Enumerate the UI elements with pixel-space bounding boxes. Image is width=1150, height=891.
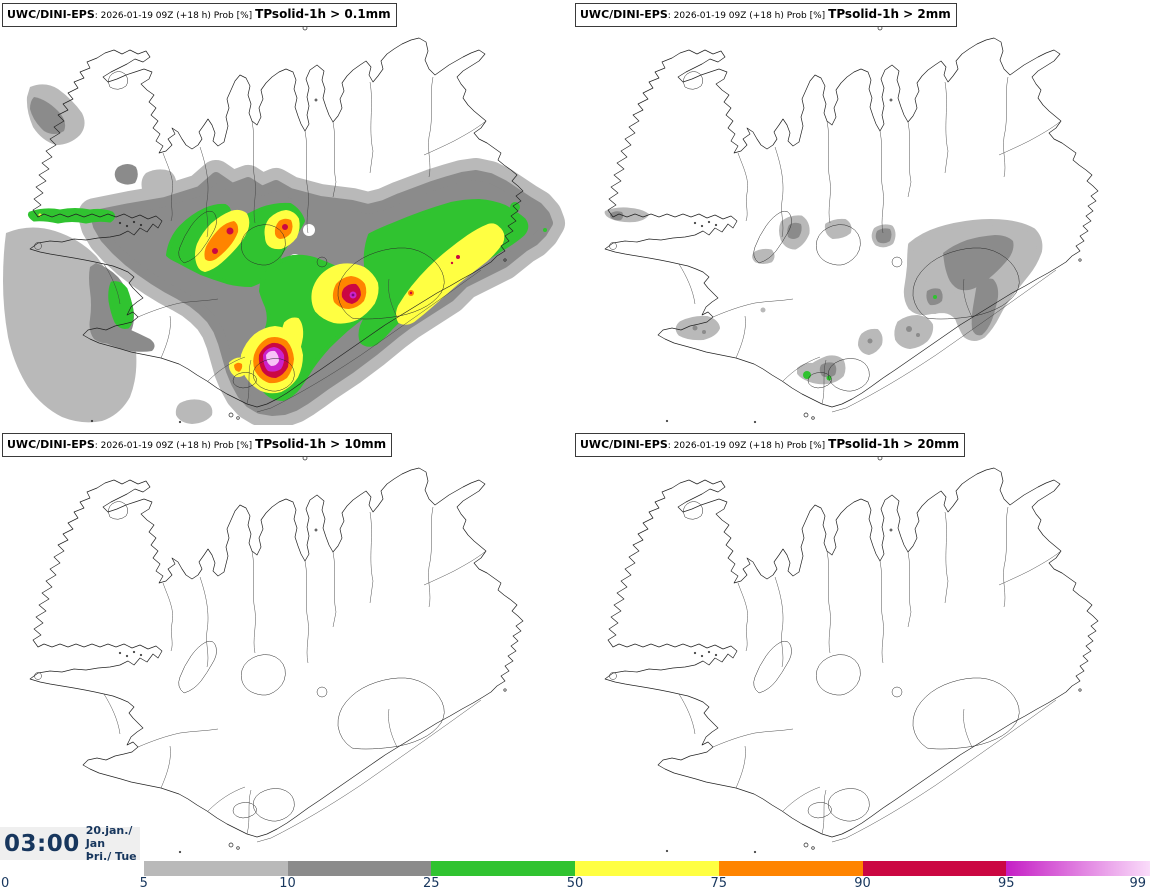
prob-region xyxy=(451,262,453,264)
model-name: UWC/DINI-EPS xyxy=(7,438,95,451)
colorbar-segment xyxy=(1006,861,1150,876)
prob-region xyxy=(868,339,873,344)
threshold-label: TPsolid-1h > 0.1mm xyxy=(255,7,391,21)
prob-region xyxy=(678,318,718,338)
prob-region xyxy=(510,202,520,212)
colorbar-segment xyxy=(575,861,719,876)
colorbar-tick-label: 90 xyxy=(854,876,871,891)
valid-time-box xyxy=(0,824,140,863)
run-details: : 2026-01-19 09Z (+18 h) Prob [%] xyxy=(667,441,826,451)
iceland-map xyxy=(0,455,575,855)
prob-region xyxy=(906,326,912,332)
colorbar-tick-label: 0 xyxy=(1,876,10,891)
prob-region xyxy=(916,333,920,337)
run-details: : 2026-01-19 09Z (+18 h) Prob [%] xyxy=(667,11,826,21)
threshold-label: TPsolid-1h > 10mm xyxy=(255,437,387,451)
prob-region xyxy=(896,317,931,347)
prob-region xyxy=(212,248,218,254)
colorbar-ticks xyxy=(0,876,1150,891)
prob-region xyxy=(303,224,315,236)
colorbar-tick-label: 75 xyxy=(710,876,728,891)
overlay-layer xyxy=(3,84,548,424)
prob-region xyxy=(693,326,698,331)
prob-region xyxy=(456,255,460,259)
panel-prob-0.1mm xyxy=(0,0,575,430)
iceland-map xyxy=(0,25,575,425)
model-name: UWC/DINI-EPS xyxy=(580,438,668,451)
iceland-map xyxy=(575,455,1150,855)
panel-title xyxy=(2,433,392,457)
model-name: UWC/DINI-EPS xyxy=(580,8,668,21)
prob-region xyxy=(761,308,766,313)
colorbar-segment xyxy=(0,861,144,876)
prob-region xyxy=(803,371,811,379)
run-details: : 2026-01-19 09Z (+18 h) Prob [%] xyxy=(94,11,253,21)
colorbar-tick-label: 25 xyxy=(422,876,440,891)
colorbar-tick-label: 10 xyxy=(279,876,296,891)
threshold-label: TPsolid-1h > 20mm xyxy=(828,437,960,451)
colorbar-tick-label: 99 xyxy=(1129,876,1146,891)
iceland-map xyxy=(575,25,1150,425)
prob-region xyxy=(176,399,213,424)
colorbar-segment xyxy=(863,861,1007,876)
prob-region xyxy=(227,228,234,235)
prob-region xyxy=(115,164,138,185)
colorbar-segment xyxy=(144,861,288,876)
colorbar-tick-label: 50 xyxy=(566,876,584,891)
prob-region xyxy=(702,330,706,334)
prob-region xyxy=(827,221,850,237)
colorbar-segment xyxy=(431,861,575,876)
model-name: UWC/DINI-EPS xyxy=(7,8,95,21)
panel-prob-10mm xyxy=(0,430,575,860)
colorbar-segment xyxy=(288,861,432,876)
prob-region xyxy=(933,295,937,299)
prob-region xyxy=(827,376,832,381)
valid-date-line1: 20.jan./ Jan xyxy=(85,824,133,850)
panel-title xyxy=(575,3,957,27)
prob-region xyxy=(876,228,892,243)
prob-region xyxy=(282,224,288,230)
valid-time: 03:00 xyxy=(4,830,80,857)
threshold-label: TPsolid-1h > 2mm xyxy=(828,7,951,21)
prob-region xyxy=(352,294,355,297)
panel-title xyxy=(2,3,397,27)
colorbar-tick-label: 95 xyxy=(997,876,1015,891)
prob-region xyxy=(820,362,837,377)
prob-region xyxy=(543,228,547,232)
colorbar xyxy=(0,861,1150,876)
panel-prob-20mm xyxy=(575,430,1150,860)
valid-date-line2: Þri./ Tue xyxy=(85,850,137,863)
colorbar-tick-label: 5 xyxy=(139,876,148,891)
run-details: : 2026-01-19 09Z (+18 h) Prob [%] xyxy=(94,441,253,451)
valid-date xyxy=(86,824,140,863)
overlay-layer xyxy=(605,207,1040,382)
panel-title xyxy=(575,433,965,457)
panel-prob-2mm xyxy=(575,0,1150,430)
prob-region xyxy=(410,292,412,294)
colorbar-segment xyxy=(719,861,863,876)
